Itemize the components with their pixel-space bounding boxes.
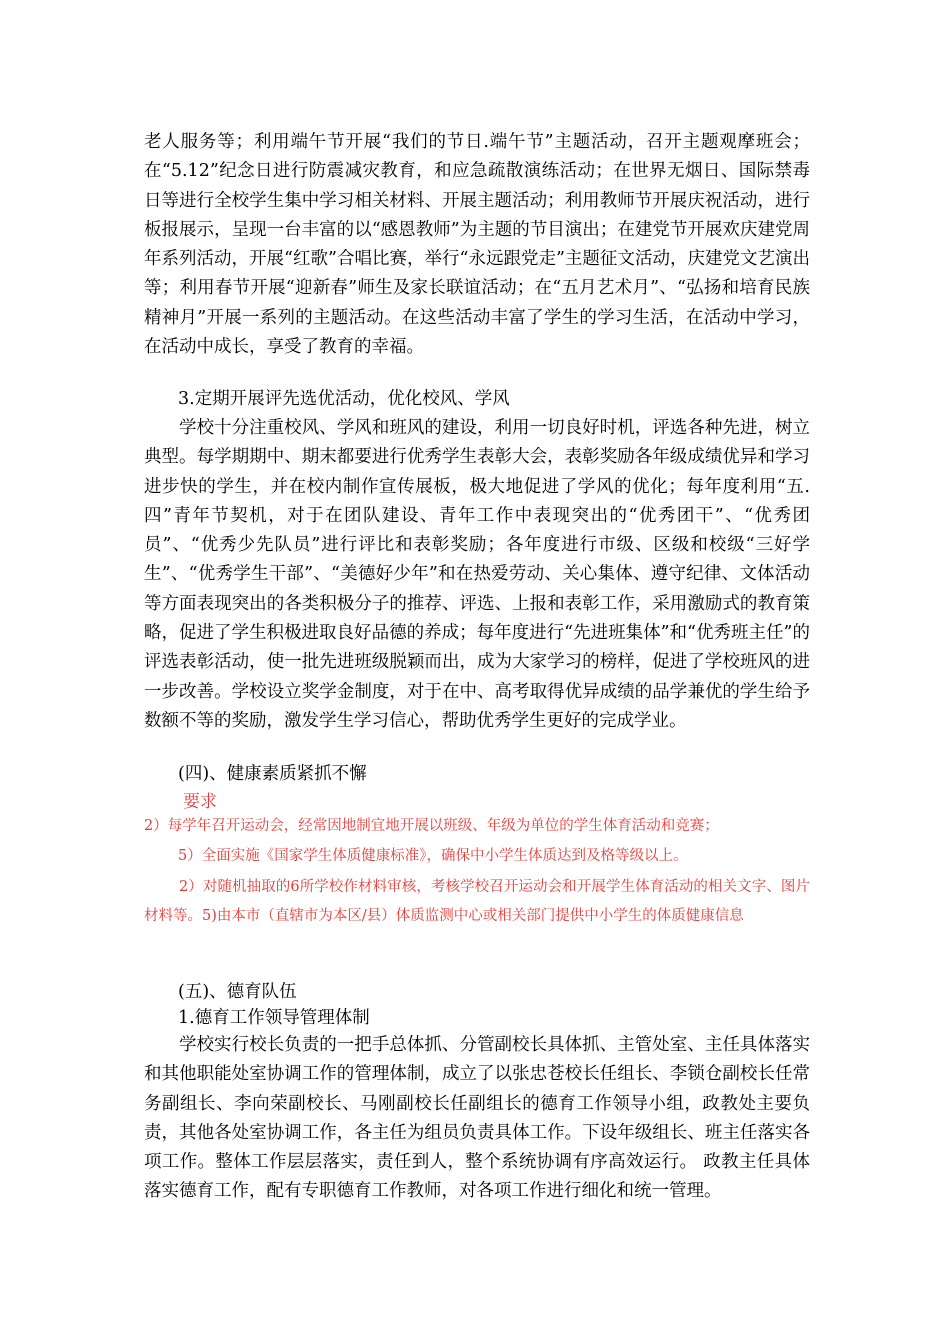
section-heading-4: (四)、健康素质紧抓不懈 bbox=[178, 764, 367, 784]
paragraph-leadership-system: 学校实行校长负责的一把手总体抓、分管副校长具体抓、主管处室、主任具体落实和其他职能处室协调工作的管理体制，成立了以张忠苍校长任组长、李锁仓副校长任常务副组长、李向荣副校长、马刚副校长任副组长的德育工作领导小组，政教处主要负责，其他各处室协调工作，各主任为组员负责具体工作。下设年级组长、班主任落实各项工作。整体工作层层落实，责任到人，整个系统协调有序高效运行。 政教主任具体落实德育工作，配有专职德育工作教师，对各项工作进行细化和统一管理。 bbox=[144, 1035, 810, 1202]
requirement-paragraph-3: 2）对随机抽取的6所学校作材料审核，考核学校召开运动会和开展学生体育活动的相关文字、图片材料等。5)由本市（直辖市为本区/县）体质监测中心或相关部门提供中小学生的体质健康信息 bbox=[144, 879, 810, 924]
paragraph-festival-activities: 老人服务等；利用端午节开展“我们的节日.端午节”主题活动，召开主题观摩班会；在“5.12”纪念日进行防震减灾教育，和应急疏散演练活动；在世界无烟日、国际禁毒日等进行全校学生集中学习相关材料、开展主题活动；利用教师节开展庆祝活动，进行板报展示，呈现一台丰富的以“感恩教师”为主题的节目演出；在建党节开展欢庆建党周年系列活动，开展“红歌”合唱比赛，举行“永远跟党走”主题征文活动，庆建党文艺演出等；利用春节开展“迎新春”师生及家长联谊活动；在“五月艺术月”、“弘扬和培育民族精神月”开展一系列的主题活动。在这些活动丰富了学生的学习生活，在活动中学习，在活动中成长，享受了教育的幸福。 bbox=[144, 132, 810, 358]
section-heading-3: 3.定期开展评先选优活动，优化校风、学风 bbox=[178, 389, 510, 409]
paragraph-awards: 学校十分注重校风、学风和班风的建设，利用一切良好时机，评选各种先进，树立典型。每学期期中、期末都要进行优秀学生表彰大会，表彰奖励各年级成绩优异和学习进步快的学生，并在校内制作宣传展板，极大地促进了学风的优化；每年度利用“五.四”青年节契机，对于在团队建设、青年工作中表现突出的“优秀团干”、“优秀团员”、“优秀少先队员”进行评比和表彰奖励；各年度进行市级、区级和校级“三好学生”、“优秀学生干部”、“美德好少年”和在热爱劳动、关心集体、遵守纪律、文体活动等方面表现突出的各类积极分子的推荐、评选、上报和表彰工作，采用激励式的教育策略，促进了学生积极进取良好品德的养成；每年度进行“先进班集体”和“优秀班主任”的评选表彰活动，使一批先进班级脱颖而出，成为大家学习的榜样，促进了学校班风的进一步改善。学校设立奖学金制度，对于在中、高考取得优异成绩的品学兼优的学生给予数额不等的奖励，激发学生学习信心，帮助优秀学生更好的完成学业。 bbox=[144, 418, 810, 731]
requirement-line-2: 5）全面实施《国家学生体质健康标准》，确保中小学生体质达到及格等级以上。 bbox=[178, 848, 688, 864]
requirement-line-1: 2）每学年召开运动会，经常因地制宜地开展以班级、年级为单位的学生体育活动和竞赛； bbox=[144, 818, 719, 834]
subsection-heading-5-1: 1.德育工作领导管理体制 bbox=[178, 1008, 370, 1028]
requirements-label: 要求 bbox=[183, 792, 217, 812]
section-heading-5: (五)、德育队伍 bbox=[178, 982, 297, 1002]
